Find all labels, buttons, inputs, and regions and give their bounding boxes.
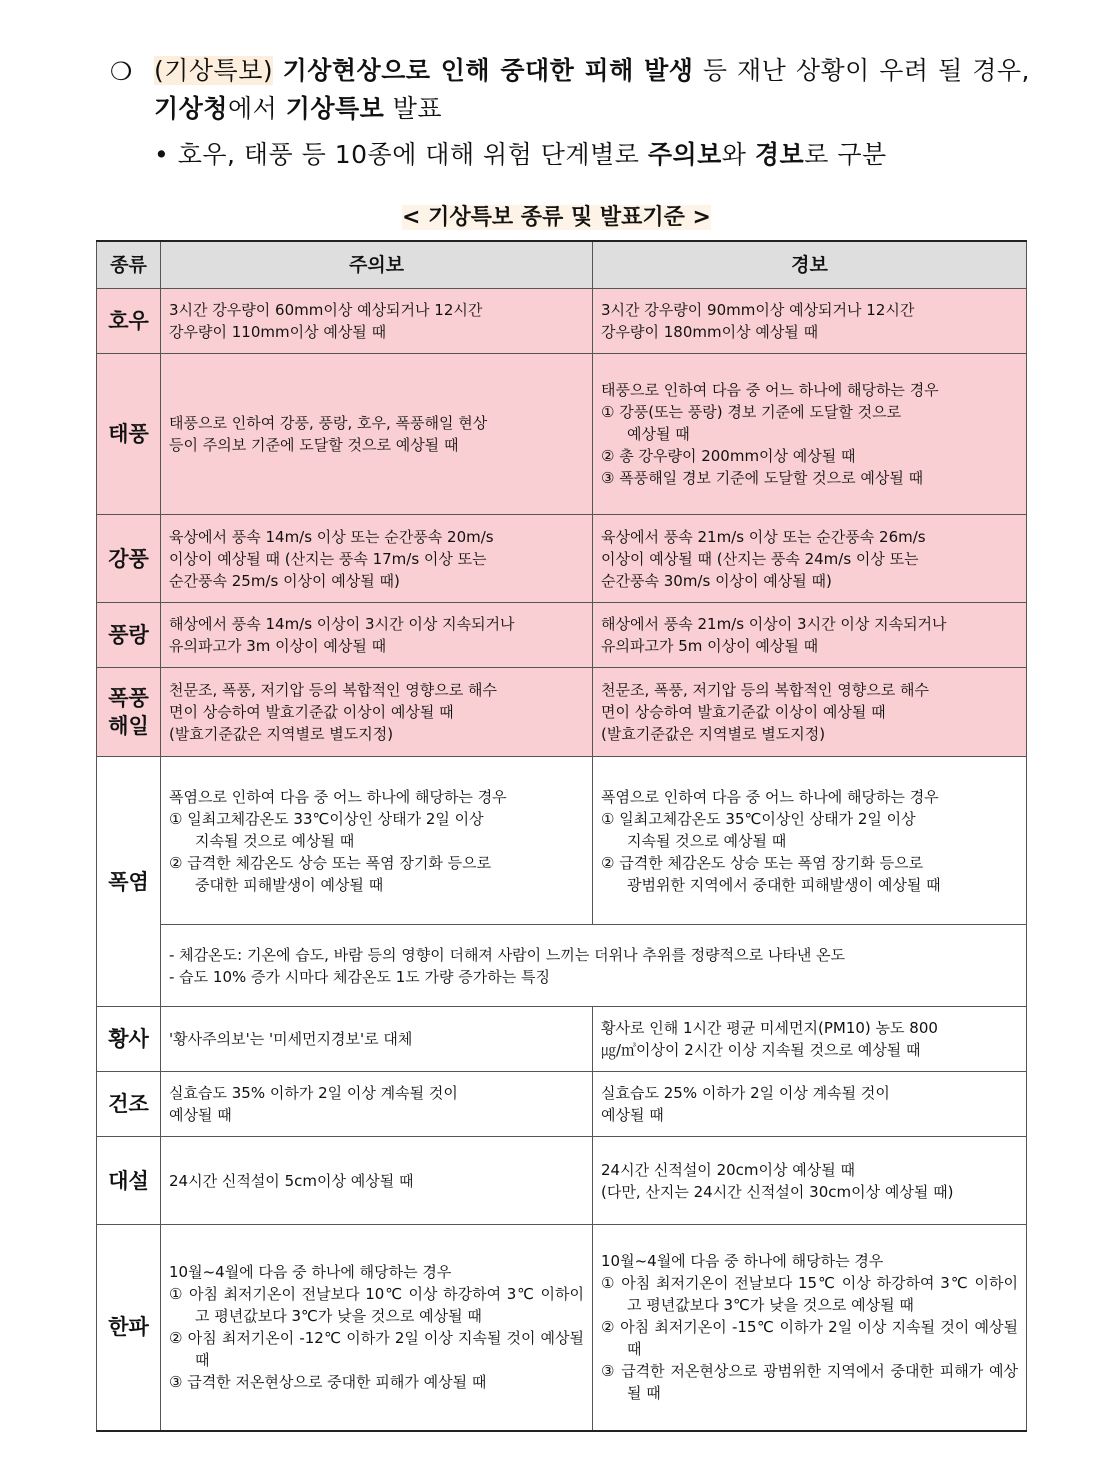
cell-text: 24시간 신적설이 20cm이상 예상될 때 [601, 1160, 855, 1179]
cell-text: 순간풍속 25m/s 이상이 예상될 때) [169, 571, 400, 590]
cell-text: 지속될 것으로 예상될 때 [195, 831, 355, 850]
table-header-row [97, 241, 1027, 289]
circle-bullet-icon: ❍ [110, 57, 133, 86]
advisory-cell: 24시간 신적설이 5cm이상 예상될 때 [161, 1137, 593, 1225]
cell-text: 10월~4월에 다음 중 하나에 해당하는 경우 [601, 1252, 884, 1271]
header-warning: 경보 [593, 241, 1027, 289]
cell-text: 실효습도 35% 이하가 2일 이상 계속될 것이 [169, 1084, 458, 1102]
cell-text: ① 아침 최저기온이 전날보다 10℃ 이상 하강하여 3℃ 이하이고 평년값보다 3℃가 낮을 것으로 예상될 때 [169, 1285, 584, 1326]
cell-text: 육상에서 풍속 21m/s 이상 또는 순간풍속 26m/s [601, 527, 926, 546]
table-row [97, 668, 1027, 757]
cell-text: 순간풍속 30m/s 이상이 예상될 때) [601, 571, 832, 590]
warning-cell [593, 515, 1027, 603]
row-kind: 태풍 [97, 354, 161, 515]
intro-text: 발표 [384, 94, 443, 123]
cell-text: - 습도 10% 증가 시마다 체감온도 1도 가량 증가하는 특징 [169, 967, 551, 986]
warning-cell [593, 603, 1027, 668]
cell-text: 폭염으로 인하여 다음 중 어느 하나에 해당하는 경우 [601, 787, 939, 806]
cell-text: (발효기준값은 지역별로 별도지정) [169, 725, 394, 743]
intro-bold-text: 기상현상으로 인해 중대한 피해 발생 [282, 56, 694, 85]
warning-cell [593, 289, 1027, 354]
row-kind: 호우 [97, 289, 161, 354]
intro-section [110, 52, 1030, 174]
warning-cell [593, 668, 1027, 757]
advisory-cell [161, 757, 593, 925]
intro-paragraph [110, 52, 1030, 128]
table-row [97, 289, 1027, 354]
cell-text: 태풍으로 인하여 강풍, 풍랑, 호우, 폭풍해일 현상 [169, 414, 488, 432]
cell-text: ② 아침 최저기온이 -12℃ 이하가 2일 이상 지속될 것이 예상될 때 [169, 1329, 584, 1370]
cell-text: ② 총 강우량이 200mm이상 예상될 때 [601, 447, 856, 465]
table-title-text: < 기상특보 종류 및 발표기준 > [402, 205, 711, 230]
sub-text: 로 구분 [804, 140, 887, 169]
advisory-cell: '황사주의보'는 '미세먼지경보'로 대체 [161, 1007, 593, 1072]
table-title [0, 200, 1113, 231]
cell-text: (발효기준값은 지역별로 별도지정) [601, 725, 826, 743]
advisory-cell [161, 668, 593, 757]
row-kind [97, 668, 161, 757]
table-row [97, 1072, 1027, 1137]
sub-bold-text: 주의보 [647, 140, 722, 169]
cell-text: 이상이 예상될 때 (산지는 풍속 17m/s 이상 또는 [169, 549, 487, 568]
table-row [97, 925, 1027, 1007]
header-advisory: 주의보 [161, 241, 593, 289]
cell-text: 유의파고가 3m 이상이 예상될 때 [169, 637, 387, 655]
cell-text: 실효습도 25% 이하가 2일 이상 계속될 것이 [601, 1084, 890, 1102]
cell-text: 예상될 때 [627, 425, 690, 443]
intro-text: 에서 [227, 94, 286, 123]
cell-text: 천문조, 폭풍, 저기압 등의 복합적인 영향으로 해수 [169, 681, 497, 699]
cell-text: ② 급격한 체감온도 상승 또는 폭염 장기화 등으로 [601, 853, 924, 872]
advisory-cell [161, 289, 593, 354]
cell-text: 지속될 것으로 예상될 때 [627, 831, 787, 850]
cell-text: 면이 상승하여 발효기준값 이상이 예상될 때 [169, 703, 454, 721]
cell-text: 천문조, 폭풍, 저기압 등의 복합적인 영향으로 해수 [601, 681, 929, 699]
intro-text: 등 재난 상황이 우려 [693, 56, 929, 85]
cell-text: ③ 폭풍해일 경보 기준에 도달할 것으로 예상될 때 [601, 469, 924, 487]
cell-text: (다만, 산지는 24시간 신적설이 30cm이상 예상될 때) [601, 1182, 954, 1201]
cell-text: 강우량이 110mm이상 예상될 때 [169, 323, 387, 341]
cell-text: 황사로 인해 1시간 평균 미세먼지(PM10) 농도 800 [601, 1019, 938, 1037]
cell-text: 예상될 때 [169, 1106, 232, 1124]
row-kind: 건조 [97, 1072, 161, 1137]
cell-text: ③ 급격한 저온현상으로 광범위한 지역에서 중대한 피해가 예상될 때 [601, 1362, 1018, 1403]
cell-text: 등이 주의보 기준에 도달할 것으로 예상될 때 [169, 436, 459, 454]
table-row [97, 1007, 1027, 1072]
cell-text: ② 아침 최저기온이 -15℃ 이하가 2일 이상 지속될 것이 예상될 때 [601, 1318, 1018, 1359]
cell-text: - 체감온도: 기온에 습도, 바람 등의 영향이 더해져 사람이 느끼는 더위나 추위를 정량적으로 나타낸 온도 [169, 945, 846, 964]
cell-text: 이상이 예상될 때 (산지는 풍속 24m/s 이상 또는 [601, 549, 919, 568]
cell-text: 태풍으로 인하여 다음 중 어느 하나에 해당하는 경우 [601, 381, 939, 399]
sub-text: 와 [721, 140, 755, 169]
row-kind: 대설 [97, 1137, 161, 1225]
cell-text: 강우량이 180mm이상 예상될 때 [601, 323, 819, 341]
cell-text: 면이 상승하여 발효기준값 이상이 예상될 때 [601, 703, 886, 721]
row-kind: 황사 [97, 1007, 161, 1072]
cell-text: ① 아침 최저기온이 전날보다 15℃ 이상 하강하여 3℃ 이하이고 평년값보다 3℃가 낮을 것으로 예상될 때 [601, 1274, 1018, 1315]
intro-bold-text: 기상청 [154, 94, 228, 123]
cell-text: 중대한 피해발생이 예상될 때 [195, 875, 384, 894]
warning-cell [593, 1072, 1027, 1137]
cell-text: ① 일최고체감온도 33℃이상인 상태가 2일 이상 [169, 809, 484, 828]
advisory-cell [161, 515, 593, 603]
cell-text: 3시간 강우량이 90mm이상 예상되거나 12시간 [601, 301, 915, 319]
table-row [97, 1137, 1027, 1225]
note-cell [161, 925, 1027, 1007]
cell-text: ① 일최고체감온도 35℃이상인 상태가 2일 이상 [601, 809, 916, 828]
intro-sub-bullet [110, 136, 1030, 174]
table-row [97, 354, 1027, 515]
intro-bold-text: 기상특보 [285, 94, 385, 123]
table-row [97, 603, 1027, 668]
row-kind: 풍랑 [97, 603, 161, 668]
advisory-cell [161, 1072, 593, 1137]
warning-cell [593, 1137, 1027, 1225]
cell-text: ② 급격한 체감온도 상승 또는 폭염 장기화 등으로 [169, 853, 492, 872]
cell-text: 광범위한 지역에서 중대한 피해발생이 예상될 때 [627, 875, 941, 894]
table-row [97, 515, 1027, 603]
intro-tag: (기상특보) [154, 56, 274, 85]
sub-text: • 호우, 태풍 등 10종에 대해 위험 단계별로 [154, 140, 648, 169]
cell-text: 폭염으로 인하여 다음 중 어느 하나에 해당하는 경우 [169, 787, 507, 806]
kind-text: 해일 [108, 714, 149, 738]
weather-warning-table [96, 240, 1027, 1432]
row-kind: 강풍 [97, 515, 161, 603]
warning-cell [593, 1007, 1027, 1072]
cell-text: 10월~4월에 다음 중 하나에 해당하는 경우 [169, 1263, 452, 1282]
header-kind: 종류 [97, 241, 161, 289]
row-kind: 폭염 [97, 757, 161, 1007]
cell-text: 해상에서 풍속 14m/s 이상이 3시간 이상 지속되거나 [169, 615, 515, 633]
cell-text: 해상에서 풍속 21m/s 이상이 3시간 이상 지속되거나 [601, 615, 947, 633]
advisory-cell [161, 354, 593, 515]
cell-text: ① 강풍(또는 풍랑) 경보 기준에 도달할 것으로 [601, 403, 902, 421]
warning-cell [593, 1225, 1027, 1431]
cell-text: 3시간 강우량이 60mm이상 예상되거나 12시간 [169, 301, 483, 319]
cell-text: ③ 급격한 저온현상으로 중대한 피해가 예상될 때 [169, 1373, 487, 1392]
table-row [97, 757, 1027, 925]
table-row [97, 1225, 1027, 1431]
warning-cell [593, 354, 1027, 515]
cell-text: 예상될 때 [601, 1106, 664, 1124]
kind-text: 폭풍 [108, 686, 149, 710]
warning-cell [593, 757, 1027, 925]
cell-text: 육상에서 풍속 14m/s 이상 또는 순간풍속 20m/s [169, 527, 494, 546]
advisory-cell [161, 603, 593, 668]
intro-text: 될 경우, [938, 56, 1030, 85]
cell-text: ㎍/㎥이상이 2시간 이상 지속될 것으로 예상될 때 [601, 1041, 921, 1059]
cell-text: 유의파고가 5m 이상이 예상될 때 [601, 637, 819, 655]
row-kind: 한파 [97, 1225, 161, 1431]
advisory-cell [161, 1225, 593, 1431]
sub-bold-text: 경보 [754, 140, 805, 169]
